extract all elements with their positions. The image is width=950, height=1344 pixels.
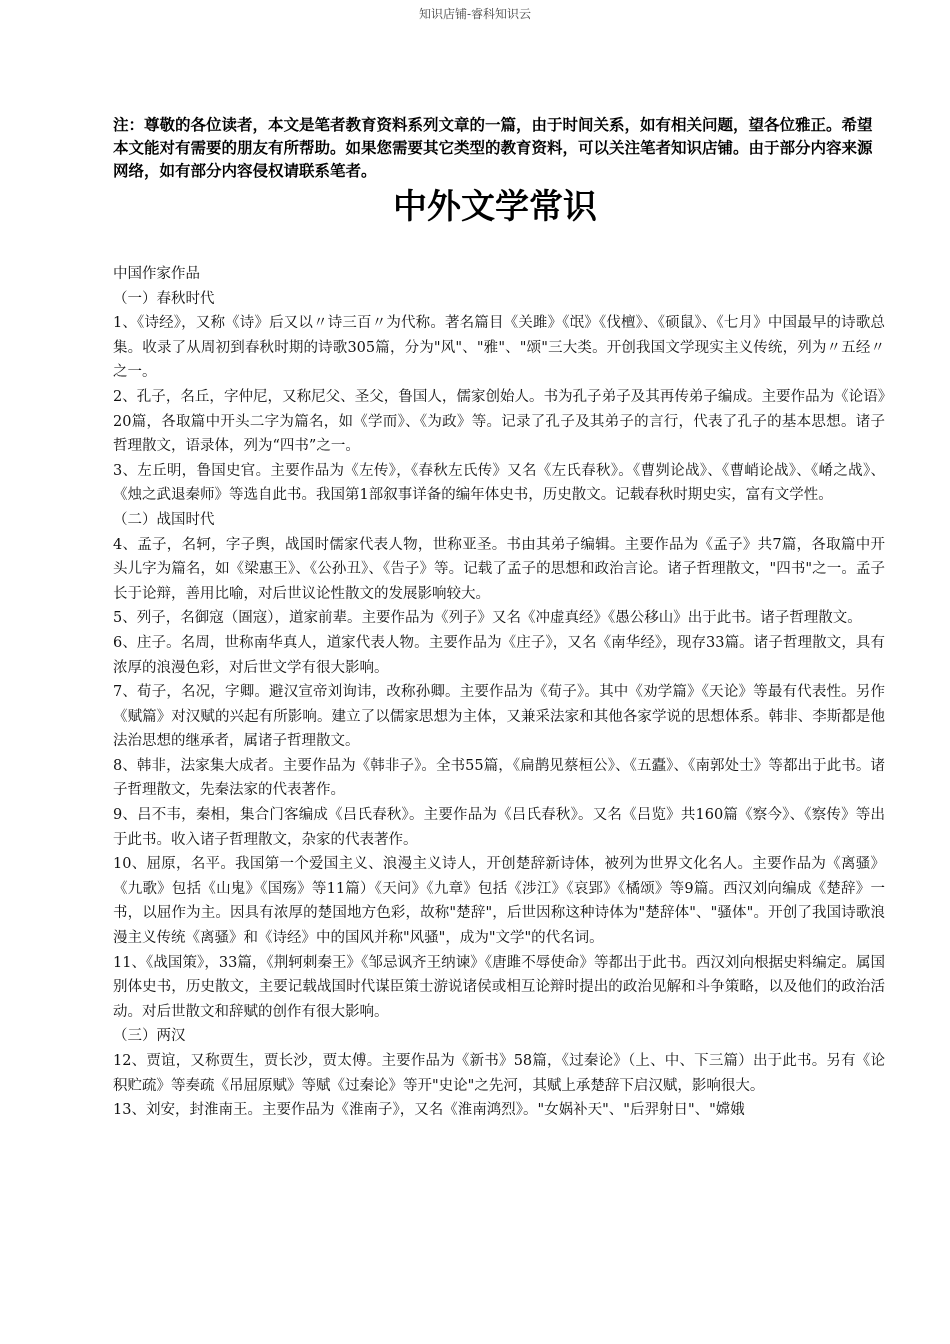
document-body <box>113 262 885 1123</box>
page-header: 知识店铺-睿科知识云 <box>418 7 532 21</box>
paragraph: 5、列子，名御寇（圄寇），道家前辈。主要作品为《列子》又名《冲虚真经》《愚公移山》出于此书。诸子哲理散文。 <box>113 610 862 627</box>
paragraph: 10、屈原，名平。我国第一个爱国主义、浪漫主义诗人，开创楚辞新诗体，被列为世界文化名人。主要作品为《离骚》《九歌》包括《山鬼》《国殇》等11篇）《天问》《九章》包括《涉江》《哀郢》《橘颂》等9篇。西汉刘向编成《楚辞》一书，以屈作为主。因具有浓厚的楚国地方色彩，故称"楚辞"，后世因称这种诗体为"楚辞体"、"骚体"。开创了我国诗歌浪漫主义传统《离骚》和《诗经》中的国风并称"风骚"，成为"文学"的代名词。 <box>113 856 885 947</box>
document-title: 中外文学常识 <box>393 187 597 227</box>
paragraph: 2、孔子，名丘，字仲尼，又称尼父、圣父，鲁国人，儒家创始人。书为孔子弟子及其再传弟子编成。主要作品为《论语》20篇，各取篇中开头二字为篇名，如《学而》、《为政》等。记录了孔子及其弟子的言行，代表了孔子的基本思想。诸子哲理散文，语录体，列为“四书”之一。 <box>113 388 885 455</box>
section-heading: 中国作家作品 <box>113 266 200 282</box>
paragraph: 1、《诗经》，又称《诗》后又以〃诗三百〃为代称。著名篇目《关雎》《氓》《伐檀》、《硕鼠》、《七月》中国最早的诗歌总集。收录了从周初到春秋时期的诗歌305篇，分为"风"、"雅"、"颂"三大类。开创我国文学现实主义传统，列为〃五经〃之一。 <box>113 315 885 381</box>
paragraph: 9、吕不韦，秦相，集合门客编成《吕氏春秋》。主要作品为《吕氏春秋》。又名《吕览》共160篇《察今》、《察传》等出于此书。收入诸子哲理散文，杂家的代表著作。 <box>113 807 885 848</box>
paragraph: 3、左丘明，鲁国史官。主要作品为《左传》，《春秋左氏传》又名《左氏春秋》。《曹刿论战》、《曹峭论战》、《崤之战》、《烛之武退秦师》等选自此书。我国第1部叙事详备的编年体史书，历史散文。记载春秋时期史实，富有文学性。 <box>113 462 885 504</box>
paragraph: 7、荀子，名况，字卿。避汉宣帝刘询讳，改称孙卿。主要作品为《荀子》。其中《劝学篇》《天论》等最有代表性。另作《赋篇》对汉赋的兴起有所影响。建立了以儒家思想为主体，又兼采法家和其他各家学说的思想体系。韩非、李斯都是他法治思想的继承者，属诸子哲理散文。 <box>113 684 885 750</box>
paragraph: 8、韩非，法家集大成者。主要作品为《韩非子》。全书55篇，《扁鹊见蔡桓公》、《五蠹》、《南郭处士》等都出于此书。诸子哲理散文，先秦法家的代表著作。 <box>113 757 885 799</box>
subsection-heading: （三）两汉 <box>113 1028 186 1045</box>
subsection-heading: （二）战国时代 <box>113 511 215 528</box>
paragraph: 4、孟子，名轲，字子舆，战国时儒家代表人物，世称亚圣。书由其弟子编辑。主要作品为《孟子》共7篇，各取篇中开头儿字为篇名，如《梁惠王》、《公孙丑》、《告子》等。记载了孟子的思想和政治言论。诸子哲理散文，"四书"之一。孟子长于论辩，善用比喻，对后世议论性散文的发展影响较大。 <box>113 536 885 602</box>
paragraph: 6、庄子。名周，世称南华真人，道家代表人物。主要作品为《庄子》，又名《南华经》，现存33篇。诸子哲理散文，具有浓厚的浪漫色彩，对后世文学有很大影响。 <box>113 634 885 676</box>
paragraph: 13、刘安，封淮南王。主要作品为《淮南子》，又名《淮南鸿烈》。"女娲补天"、"后羿射日"、"嫦娥 <box>113 1102 745 1119</box>
subsection-heading: （一）春秋时代 <box>113 290 215 307</box>
paragraph: 12、贾谊，又称贾生，贾长沙，贾太傅。主要作品为《新书》58篇，《过秦论》（上、中、下三篇）出于此书。另有《论积贮疏》等奏疏《吊屈原赋》等赋《过秦论》等开"史论"之先河，其赋上承楚辞下启汉赋，影响很大。 <box>113 1053 885 1094</box>
paragraph: 11、《战国策》，33篇，《荆轲刺秦王》《邹忌讽齐王纳谏》《唐雎不辱使命》等都出于此书。西汉刘向根据史料编定。属国别体史书，历史散文，主要记载战国时代谋臣策士游说诸侯或相互论辩时提出的政治见解和斗争策略，以及他们的政治活动。对后世散文和辞赋的创作有很大影响。 <box>113 954 885 1020</box>
author-note: 注：尊敬的各位读者，本文是笔者教育资料系列文章的一篇，由于时间关系，如有相关问题，望各位雅正。希望本文能对有需要的朋友有所帮助。如果您需要其它类型的教育资料，可以关注笔者知识店铺。由于部分内容来源网络，如有部分内容侵权请联系笔者。 <box>113 116 873 180</box>
